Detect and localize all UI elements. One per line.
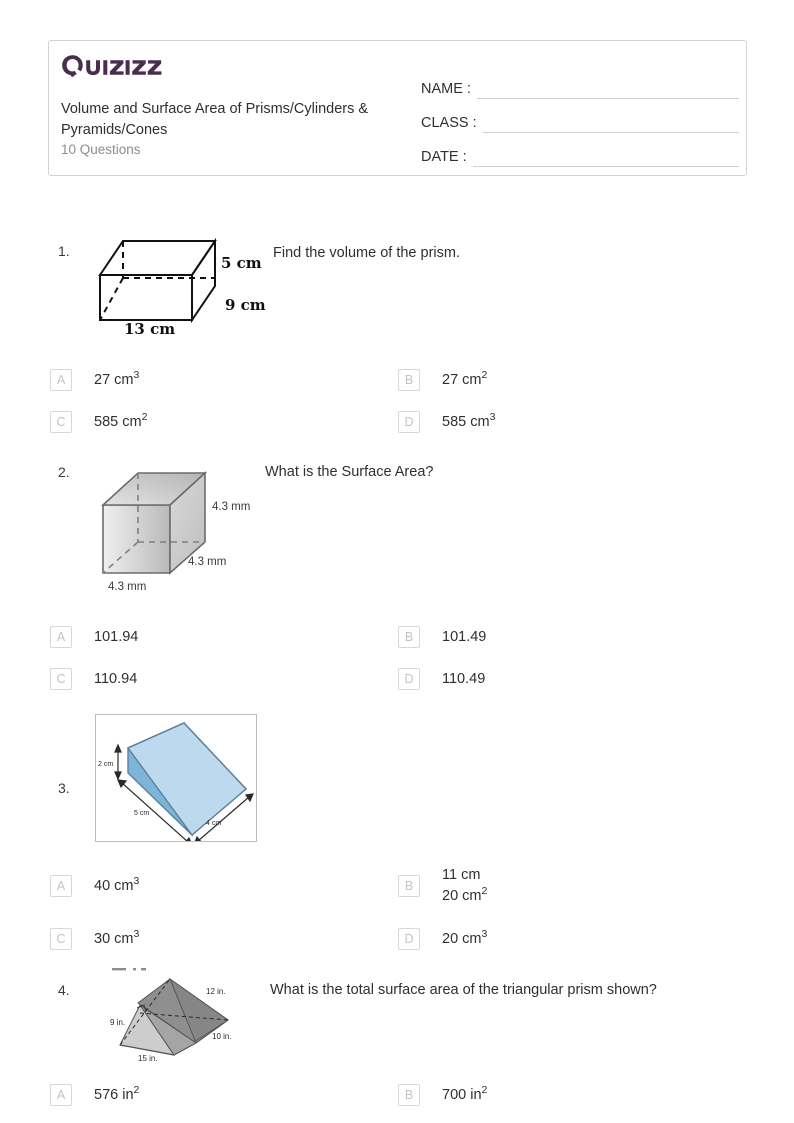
q1-label-depth: 9 cm bbox=[225, 296, 266, 314]
question-3-option-b[interactable] bbox=[398, 864, 487, 907]
question-3-option-d[interactable] bbox=[398, 928, 487, 950]
q1-label-width: 13 cm bbox=[124, 320, 176, 338]
option-text-c: 110.94 bbox=[94, 671, 138, 687]
question-4-option-a[interactable] bbox=[50, 1084, 139, 1106]
name-field-label: NAME : bbox=[421, 81, 471, 97]
option-letter-b: B bbox=[398, 1084, 420, 1106]
option-text-a: 101.94 bbox=[94, 629, 139, 645]
q3-label-height: 2 cm bbox=[98, 761, 114, 768]
question-4-prompt: What is the total surface area of the triangular prism shown? bbox=[270, 982, 657, 998]
option-letter-b: B bbox=[398, 369, 420, 391]
question-4-figure bbox=[108, 965, 260, 1070]
triangular-prism-icon bbox=[108, 965, 260, 1065]
question-1-option-d[interactable] bbox=[398, 411, 495, 433]
q2-label-height: 4.3 mm bbox=[212, 501, 251, 513]
name-field-input[interactable] bbox=[477, 79, 739, 99]
question-2-figure bbox=[95, 460, 275, 600]
date-field-row bbox=[421, 135, 739, 167]
cube-icon bbox=[95, 460, 275, 595]
question-1-option-c[interactable] bbox=[50, 411, 147, 433]
question-2-option-b[interactable] bbox=[398, 626, 486, 648]
quizizz-logo bbox=[61, 54, 421, 83]
question-1-figure bbox=[95, 228, 270, 343]
question-2-option-d[interactable] bbox=[398, 668, 485, 690]
question-3-option-a[interactable] bbox=[50, 875, 139, 897]
question-1-option-a[interactable] bbox=[50, 369, 139, 391]
q3-label-length: 5 cm bbox=[134, 810, 150, 817]
option-text-d: 110.49 bbox=[442, 671, 486, 687]
quizizz-logo-icon bbox=[61, 54, 169, 78]
question-1-prompt: Find the volume of the prism. bbox=[273, 245, 460, 261]
question-3-number: 3. bbox=[58, 780, 70, 796]
q2-label-depth: 4.3 mm bbox=[188, 556, 227, 568]
header-left-column bbox=[61, 54, 421, 157]
date-field-input[interactable] bbox=[473, 147, 739, 167]
question-3-figure bbox=[95, 714, 257, 842]
option-text-c: 585 $cm^2$ bbox=[94, 412, 148, 430]
class-field-label: CLASS : bbox=[421, 115, 477, 131]
date-field-label: DATE : bbox=[421, 149, 467, 165]
option-text-c: 30 $cm^3$ bbox=[94, 929, 140, 947]
q2-label-width: 4.3 mm bbox=[108, 581, 147, 593]
option-letter-d: D bbox=[398, 928, 420, 950]
option-letter-d: D bbox=[398, 411, 420, 433]
q4-label-9in: 9 in. bbox=[110, 1018, 126, 1027]
question-1-option-b[interactable] bbox=[398, 369, 487, 391]
header-fields bbox=[421, 67, 739, 169]
q4-label-15in: 15 in. bbox=[138, 1054, 158, 1063]
question-1-number: 1. bbox=[58, 243, 70, 259]
triangular-wedge-icon bbox=[96, 715, 256, 841]
option-letter-c: C bbox=[50, 668, 72, 690]
option-text-d: 20 $cm^3$ bbox=[442, 929, 488, 947]
option-text-a: 40 $cm^3$ bbox=[94, 876, 140, 894]
question-2-option-c[interactable] bbox=[50, 668, 137, 690]
option-text-a: 576 $in^2$ bbox=[94, 1085, 140, 1103]
rectangular-prism-icon bbox=[95, 228, 270, 338]
q1-label-height: 5 cm bbox=[221, 254, 262, 272]
question-2-prompt: What is the Surface Area? bbox=[265, 464, 434, 480]
class-field-input[interactable] bbox=[483, 113, 739, 133]
option-letter-a: A bbox=[50, 1084, 72, 1106]
option-letter-c: C bbox=[50, 928, 72, 950]
option-text-b: 700 $in^2$ bbox=[442, 1085, 488, 1103]
quiz-title: Volume and Surface Area of Prisms/Cylinders & Pyramids/Cones bbox=[61, 101, 369, 138]
name-field-row bbox=[421, 67, 739, 99]
question-2-number: 2. bbox=[58, 464, 70, 480]
option-letter-d: D bbox=[398, 668, 420, 690]
option-text-b: 27 $cm^2$ bbox=[442, 370, 488, 388]
question-2-option-a[interactable] bbox=[50, 626, 138, 648]
option-letter-b: B bbox=[398, 626, 420, 648]
q3-label-width: 4 cm bbox=[206, 820, 222, 827]
option-letter-a: A bbox=[50, 875, 72, 897]
option-text-a: 27 $cm^3$ bbox=[94, 370, 140, 388]
question-3-option-c[interactable] bbox=[50, 928, 139, 950]
question-4-option-b[interactable] bbox=[398, 1084, 487, 1106]
option-letter-b: B bbox=[398, 875, 420, 897]
option-letter-a: A bbox=[50, 626, 72, 648]
option-letter-c: C bbox=[50, 411, 72, 433]
quiz-question-count: 10 Questions bbox=[61, 142, 141, 157]
option-text-d: 585 $cm^3$ bbox=[442, 412, 496, 430]
option-text-b: 11 cm 20 $cm^2$ bbox=[442, 867, 488, 904]
worksheet-header bbox=[48, 40, 747, 176]
q4-label-12in: 12 in. bbox=[206, 987, 226, 996]
class-field-row bbox=[421, 101, 739, 133]
option-letter-a: A bbox=[50, 369, 72, 391]
q4-label-10in: 10 in. bbox=[212, 1032, 232, 1041]
option-text-b: 101.49 bbox=[442, 629, 487, 645]
question-4-number: 4. bbox=[58, 982, 70, 998]
